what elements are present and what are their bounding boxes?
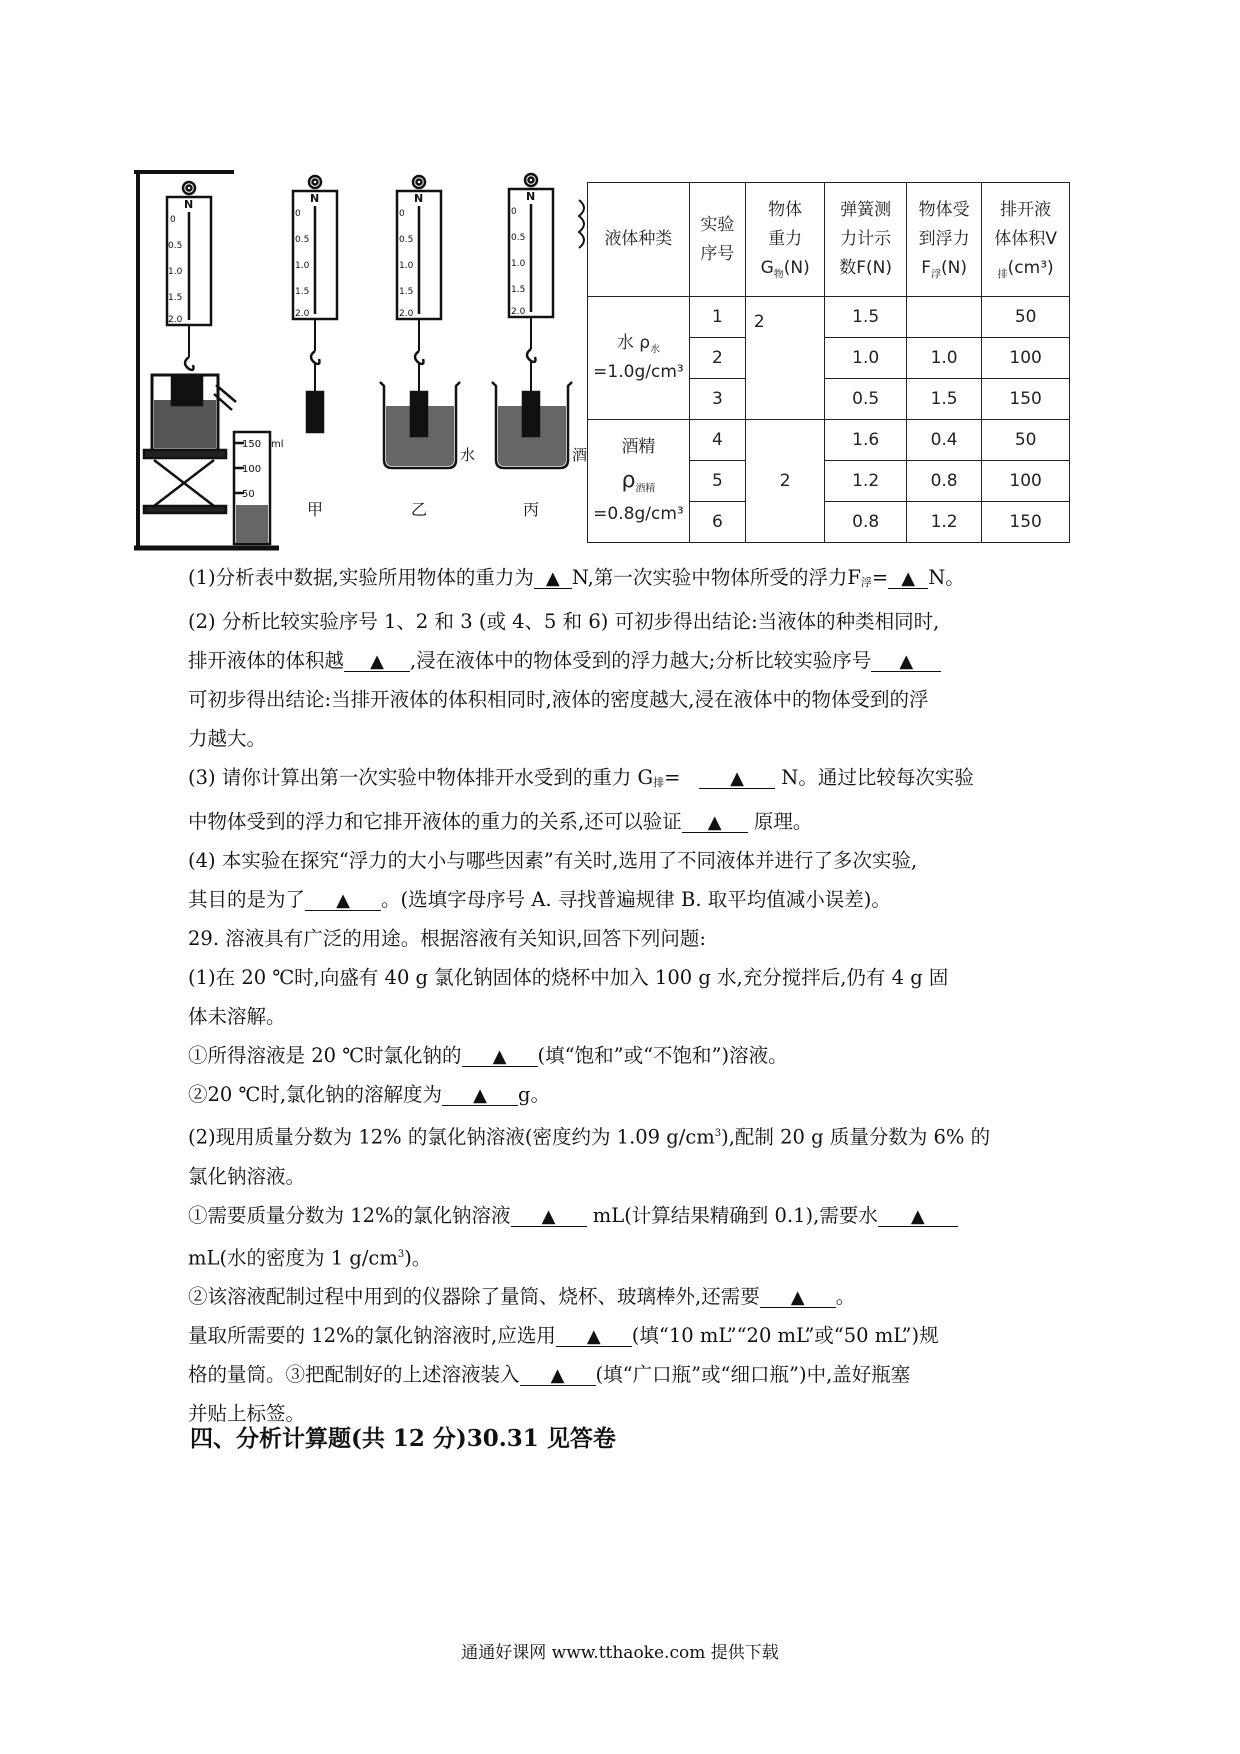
tick-label: 1.5 [295, 287, 310, 297]
text-run: 原理。 [753, 810, 813, 833]
scale-unit-3: N [414, 192, 424, 205]
header-gravity [745, 183, 824, 297]
experiment-diagram [134, 170, 594, 555]
scale-unit-1: N [184, 198, 194, 211]
answer-blank: ▲ [305, 892, 381, 911]
header-text: 序号 [700, 243, 735, 264]
text-sup: 3 [714, 1128, 722, 1139]
cell-volume: 100 [982, 461, 1070, 502]
page-footer: 通通好课网 www.tthaoke.com 提供下载 [461, 1643, 779, 1663]
text-run: ②20 ℃时,氯化钠的溶解度为 [188, 1083, 443, 1106]
label-bing: 丙 [523, 500, 540, 519]
cell-buoyancy: 1.0 [906, 338, 981, 379]
answer-blank: ▲ [344, 653, 410, 672]
header-liquid: 液体种类 [588, 183, 690, 297]
text-run: (填“10 mL”“20 mL”或“50 mL”)规 [631, 1324, 939, 1347]
text-run: 格的量筒。③把配制好的上述溶液装入 [188, 1363, 520, 1386]
scale-unit-2: N [310, 192, 320, 205]
cell-seq: 2 [689, 338, 745, 379]
q29-item4-line [188, 1316, 1068, 1355]
cell-buoyancy: 0.4 [906, 420, 981, 461]
tick-label: 0 [170, 215, 176, 225]
header-text: (cm³) [1007, 257, 1054, 278]
text-run: mL(水的密度为 1 g/cm [188, 1246, 398, 1269]
liquid-text: ρ [621, 468, 636, 494]
cell-volume: 150 [982, 502, 1070, 543]
liquid-water [588, 297, 690, 420]
text-run: mL(计算结果精确到 0.1),需要水 [592, 1203, 878, 1227]
header-text: G [760, 257, 774, 278]
text-run: 。(选填字母序号 A. 寻找普遍规律 B. 取平均值减小误差)。 [381, 888, 891, 911]
cell-buoyancy: 1.5 [906, 379, 981, 420]
cell-reading: 0.5 [825, 379, 907, 420]
liquid-sub: 酒精 [635, 483, 656, 495]
text-run: (填“饱和”或“不饱和”)溶液。 [537, 1044, 788, 1067]
data-table [587, 182, 1070, 543]
q29-item1 [188, 1036, 1068, 1075]
spring-coil [579, 200, 584, 248]
cylinder-unit: ml [271, 439, 284, 450]
tick-label: 2.0 [511, 307, 526, 317]
text-sub: 浮 [860, 576, 872, 589]
q29-part2 [188, 1114, 1068, 1157]
tick-label: 2.0 [295, 309, 310, 319]
q28-part4-line [188, 880, 1068, 919]
header-text: F [921, 257, 931, 278]
lab-jack [144, 450, 226, 513]
q29-part1: (1)在 20 ℃时,向盛有 40 g 氯化钠固体的烧杯中加入 100 g 水,充分搅拌后,仍有 4 g 固 [188, 966, 949, 989]
tick-label: 1.5 [511, 285, 526, 295]
cell-seq: 6 [689, 502, 745, 543]
tick-label: 1.0 [168, 267, 183, 277]
q28-part2-line: 可初步得出结论:当排开液体的体积相同时,液体的密度越大,浸在液体中的物体受到的浮 [188, 688, 929, 711]
text-run: (1)分析表中数据,实验所用物体的重力为 [188, 566, 534, 589]
liquid-text: 酒精 [621, 437, 656, 458]
label-jia: 甲 [307, 500, 324, 519]
text-run: g。 [518, 1083, 551, 1106]
header-text: 数F(N) [839, 257, 893, 278]
label-alcohol: 酒 [572, 446, 588, 464]
liquid-alcohol [588, 420, 690, 543]
tick-label: 1.0 [295, 261, 310, 271]
q29-item5-line: 并贴上标签。 [188, 1402, 306, 1425]
cell-seq: 5 [689, 461, 745, 502]
q29-item5 [188, 1355, 1068, 1394]
spring-scale-4 [492, 174, 572, 468]
q29-item2 [188, 1075, 1068, 1114]
tick-label: 1.0 [399, 261, 414, 271]
answer-blank: ▲ [760, 1289, 836, 1308]
header-text: 体体积V [994, 228, 1057, 249]
q28-part3 [188, 758, 1068, 802]
text-run: 。 [835, 1285, 856, 1308]
section-title: 四、分析计算题(共 12 分)30.31 见答卷 [190, 1425, 616, 1452]
text-run: ),配制 20 g 质量分数为 6% 的 [721, 1125, 991, 1149]
text-sup: 3 [397, 1248, 405, 1260]
header-volume [982, 183, 1070, 297]
text-run: = [871, 566, 889, 589]
q28-part4: (4) 本实验在探究“浮力的大小与哪些因素”有关时,选用了不同液体并进行了多次实验, [188, 849, 918, 872]
text-run: = [664, 766, 681, 789]
answer-blank: ▲ [699, 770, 775, 789]
cell-volume: 50 [982, 420, 1070, 461]
answer-blank: ▲ [462, 1048, 538, 1067]
header-text: 弹簧测 [840, 200, 892, 221]
q29-item4 [188, 1277, 1068, 1316]
tick-label: 1.0 [511, 259, 526, 269]
q29-part1-line: 体未溶解。 [188, 1005, 286, 1028]
answer-blank: ▲ [871, 653, 941, 672]
cylinder-tick: 50 [242, 489, 255, 500]
tick-label: 1.5 [399, 287, 414, 297]
text-run: 排开液体的体积越 [188, 649, 345, 672]
answer-blank: ▲ [888, 570, 928, 589]
header-sub: 浮 [931, 269, 941, 281]
header-reading [825, 183, 907, 297]
answer-blank: ▲ [878, 1208, 958, 1227]
text-run: N。通过比较每次实验 [781, 766, 974, 789]
cell-seq: 3 [689, 379, 745, 420]
label-yi: 乙 [411, 500, 428, 519]
header-text: 物体 [768, 199, 803, 220]
tick-label: 2.0 [168, 315, 183, 325]
q29-item3-line [188, 1235, 1068, 1278]
tick-label: 0.5 [399, 235, 414, 245]
cylinder-tick: 150 [242, 439, 262, 450]
cell-seq: 1 [689, 297, 745, 338]
answer-blank: ▲ [534, 570, 572, 589]
overflow-cup [152, 375, 236, 450]
text-run: 其目的是为了 [188, 888, 306, 911]
text-run: 量取所需要的 12%的氯化钠溶液时,应选用 [188, 1324, 556, 1347]
text-run: (2)现用质量分数为 12% 的氯化钠溶液(密度约为 1.09 g/cm [188, 1125, 715, 1149]
text-run: N。 [928, 566, 965, 589]
tick-label: 1.5 [168, 293, 183, 303]
tick-label: 0.5 [295, 235, 310, 245]
header-buoyancy [906, 183, 981, 297]
header-text: 排开液 [1000, 199, 1052, 220]
q28-part2-line: (2) 分析比较实验序号 1、2 和 3 (或 4、5 和 6) 可初步得出结论:当液体的种类相同时, [188, 610, 940, 633]
experiment-figure [134, 170, 594, 555]
table-row [588, 420, 1070, 461]
header-text: (N) [941, 257, 967, 278]
cell-reading: 0.8 [825, 502, 907, 543]
cell-reading: 1.5 [825, 297, 907, 338]
header-seq [689, 183, 745, 297]
cell-seq: 4 [689, 420, 745, 461]
liquid-text: 水 ρ [616, 332, 651, 353]
scale-unit-4: N [526, 190, 536, 203]
q28-part2-line [188, 641, 1068, 680]
tick-label: 0.5 [511, 233, 526, 243]
answer-blank: ▲ [442, 1087, 518, 1106]
text-run: ②该溶液配制过程中用到的仪器除了量筒、烧杯、玻璃棒外,还需要 [188, 1285, 760, 1308]
cell-volume: 150 [982, 379, 1070, 420]
header-text: 物体受 [918, 199, 970, 220]
cell-buoyancy: 0.8 [906, 461, 981, 502]
table-header-row [588, 183, 1070, 297]
cell-reading: 1.6 [825, 420, 907, 461]
cell-reading: 1.2 [825, 461, 907, 502]
q29-item3 [188, 1196, 1068, 1235]
cell-buoyancy: 1.2 [906, 502, 981, 543]
q28-part3-line [188, 802, 1068, 841]
header-text: 到浮力 [918, 228, 970, 249]
answer-blank: ▲ [682, 814, 748, 833]
text-run: N,第一次实验中物体所受的浮力F [571, 566, 861, 589]
answer-blank: ▲ [556, 1328, 632, 1347]
tick-label: 0 [511, 207, 517, 217]
text-sub: 排 [653, 776, 665, 789]
answer-blank: ▲ [511, 1208, 587, 1227]
cylinder-tick: 100 [242, 464, 262, 475]
text-run: )。 [404, 1246, 432, 1269]
cell-volume: 50 [982, 297, 1070, 338]
cell-buoyancy [906, 297, 981, 338]
tick-label: 0 [399, 209, 405, 219]
text-run: (3) 请你计算出第一次实验中物体排开水受到的重力 G [188, 766, 654, 789]
q28-part1 [188, 558, 1068, 602]
q29-part2-line: 氯化钠溶液。 [188, 1164, 306, 1188]
tick-label: 0 [295, 209, 301, 219]
text-run: ①需要质量分数为 12%的氯化钠溶液 [188, 1203, 511, 1227]
header-text: 力计示 [840, 229, 892, 250]
q29-title: 29. 溶液具有广泛的用途。根据溶液有关知识,回答下列问题: [188, 927, 706, 950]
cell-gravity-water: 2 [745, 297, 824, 420]
liquid-text: =1.0g/cm³ [593, 362, 684, 383]
question-text [188, 558, 1068, 1433]
q28-part2-line: 力越大。 [188, 727, 267, 750]
text-run: ,浸在液体中的物体受到的浮力越大;分析比较实验序号 [410, 649, 872, 672]
cell-volume: 100 [982, 338, 1070, 379]
text-run: 中物体受到的浮力和它排开液体的重力的关系,还可以验证 [188, 810, 682, 833]
liquid-sub: 水 [650, 344, 661, 356]
header-text: 实验 [700, 214, 735, 235]
header-sub: 排 [997, 269, 1008, 281]
liquid-text: =0.8g/cm³ [593, 503, 684, 524]
text-run: ①所得溶液是 20 ℃时氯化钠的 [188, 1044, 462, 1067]
label-water: 水 [460, 446, 476, 464]
tick-label: 0.5 [168, 241, 183, 251]
header-text: 重力 [768, 228, 803, 249]
header-sub: 物 [773, 269, 784, 281]
cell-gravity-alcohol: 2 [745, 420, 824, 543]
answer-blank: ▲ [520, 1367, 596, 1386]
cell-reading: 1.0 [825, 338, 907, 379]
text-run: (填“广口瓶”或“细口瓶”)中,盖好瓶塞 [595, 1363, 911, 1386]
table-row [588, 297, 1070, 338]
tick-label: 2.0 [399, 309, 414, 319]
header-text: (N) [783, 257, 810, 278]
spring-scale-3 [380, 176, 460, 468]
